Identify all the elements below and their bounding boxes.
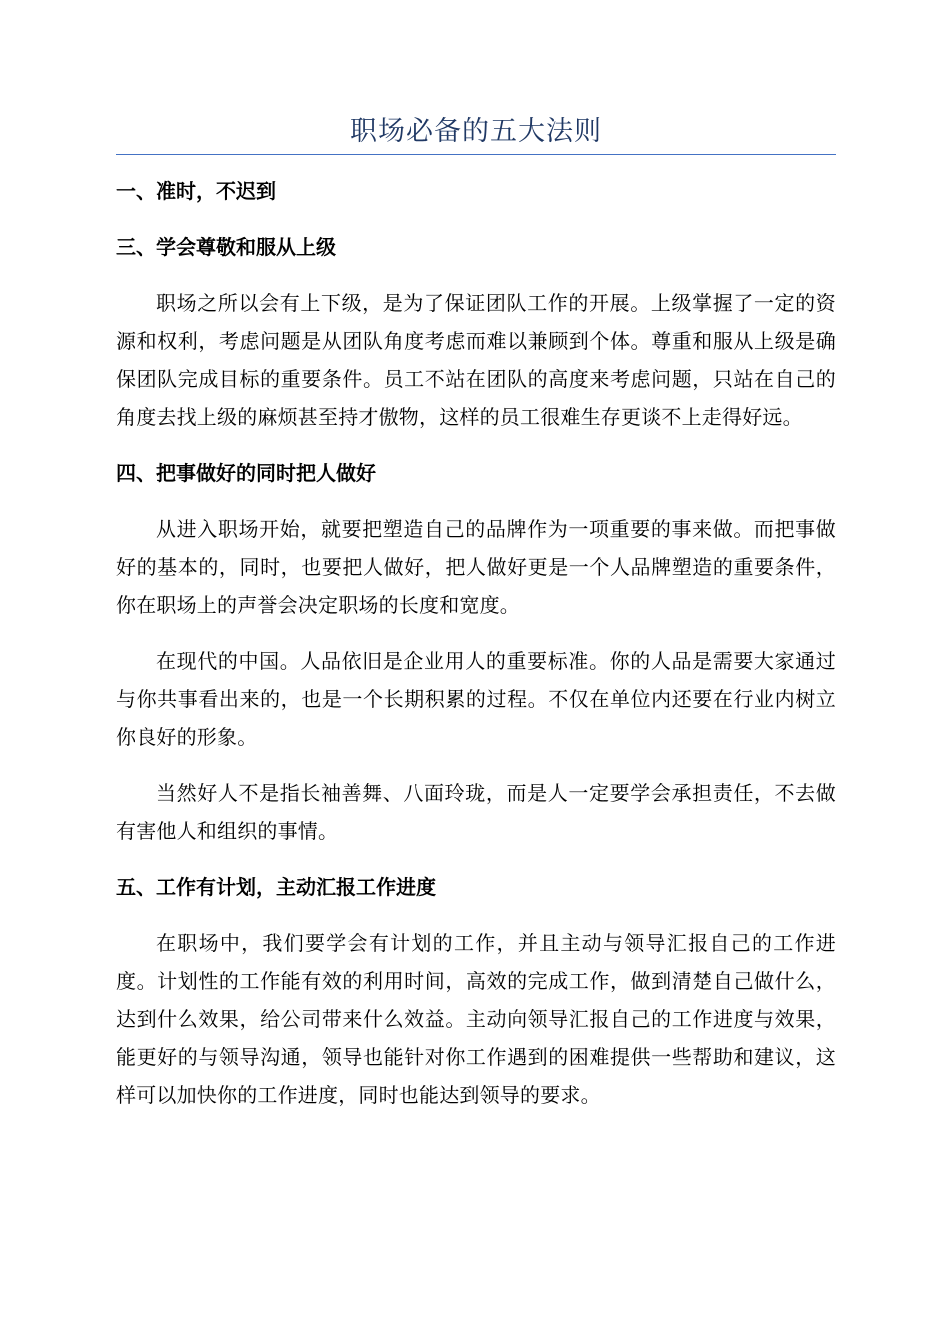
- section-heading: 五、工作有计划，主动汇报工作进度: [116, 875, 436, 899]
- section-punctuality: [116, 172, 836, 210]
- section-heading: 四、把事做好的同时把人做好: [116, 461, 376, 485]
- section-respect-superiors: [116, 228, 836, 436]
- title-underline: [116, 154, 836, 155]
- body-paragraph: 职场之所以会有上下级，是为了保证团队工作的开展。上级掌握了一定的资源和权利，考虑问题是从团队角度考虑而难以兼顾到个体。尊重和服从上级是确保团队完成目标的重要条件。员工不站在团队的高度来考虑问题，只站在自己的角度去找上级的麻烦甚至持才傲物，这样的员工很难生存更谈不上走得好远。: [116, 291, 836, 429]
- section-heading: 一、准时，不迟到: [116, 179, 276, 203]
- body-paragraph: 当然好人不是指长袖善舞、八面玲珑，而是人一定要学会承担责任，不去做有害他人和组织的事情。: [116, 781, 836, 843]
- section-plan-and-report: [116, 868, 836, 1114]
- body-paragraph: 从进入职场开始，就要把塑造自己的品牌作为一项重要的事来做。而把事做好的基本的，同时，也要把人做好，把人做好更是一个人品牌塑造的重要条件，你在职场上的声誉会决定职场的长度和宽度。: [116, 517, 836, 617]
- document-body: [116, 172, 836, 1132]
- page-title: 职场必备的五大法则: [350, 116, 602, 147]
- body-paragraph: 在职场中，我们要学会有计划的工作，并且主动与领导汇报自己的工作进度。计划性的工作能有效的利用时间，高效的完成工作，做到清楚自己做什么，达到什么效果，给公司带来什么效益。主动向领导汇报自己的工作进度与效果，能更好的与领导沟通，领导也能针对你工作遇到的困难提供一些帮助和建议，这样可以加快你的工作进度，同时也能达到领导的要求。: [116, 931, 836, 1107]
- section-heading: 三、学会尊敬和服从上级: [116, 235, 336, 259]
- body-paragraph: 在现代的中国。人品依旧是企业用人的重要标准。你的人品是需要大家通过与你共事看出来的，也是一个长期积累的过程。不仅在单位内还要在行业内树立你良好的形象。: [116, 649, 836, 749]
- section-work-and-people: [116, 454, 836, 850]
